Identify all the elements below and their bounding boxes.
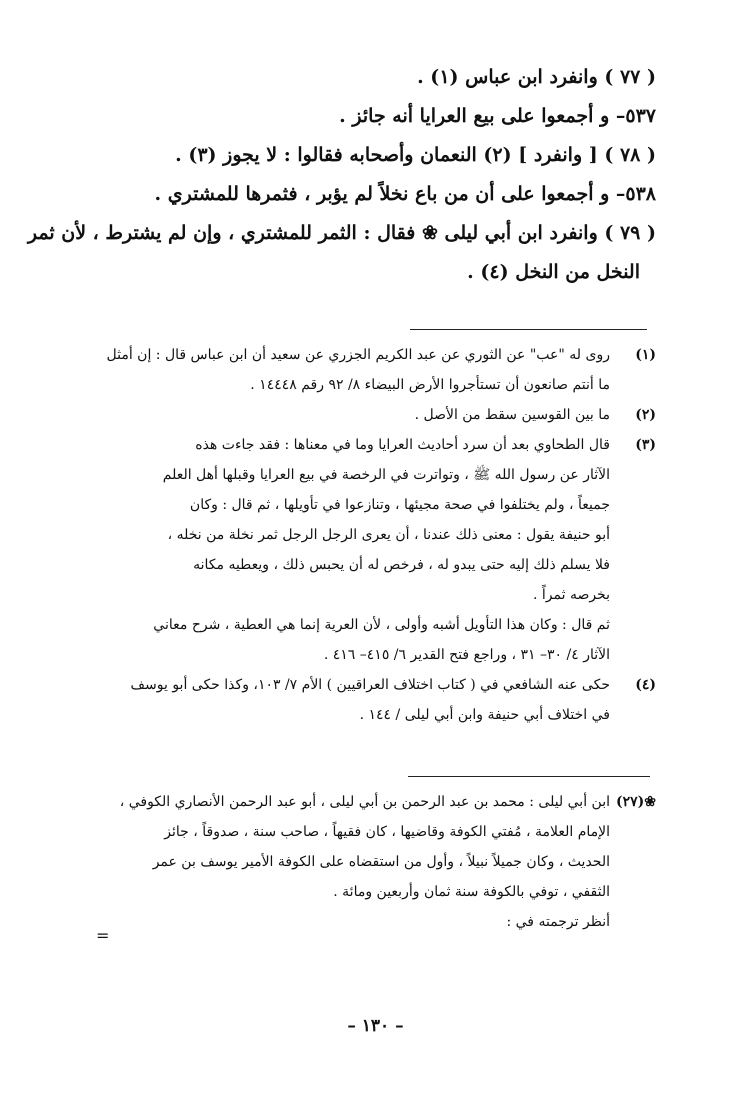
biography-item [105, 787, 656, 937]
footnote-item [105, 340, 656, 400]
main-line: ٥٣٧– و أجمعوا على بيع العرايا أنه جائز . [339, 105, 656, 127]
biography-line: أنظر ترجمته في : [506, 914, 610, 930]
footnote-number: (١) [635, 347, 656, 363]
footnote-number: (٣) [635, 437, 656, 453]
footnote-line: أبو حنيفة يقول : معنى ذلك عندنا ، أن يعرى الرجل الرجل ثمر نخلة من نخله ، [167, 527, 610, 543]
footnote-line: ما بين القوسين سقط من الأصل . [414, 407, 610, 423]
main-line: ( ٧٧ ) وانفرد ابن عباس (١) . [417, 66, 656, 88]
footnote-line: حكى عنه الشافعي في ( كتاب اختلاف العراقيين ) الأم ٧/ ١٠٣، وكذا حكى أبو يوسف [130, 677, 610, 693]
footnote-item [105, 400, 656, 430]
footnote-text [105, 400, 610, 430]
biography-divider [408, 776, 650, 777]
biography-line: الثقفي ، توفي بالكوفة سنة ثمان وأربعين ومائة . [333, 884, 610, 900]
footnote-line: ثم قال : وكان هذا التأويل أشبه وأولى ، لأن العرية إنما هي العطية ، شرح معاني [153, 617, 610, 633]
footnote-item [105, 430, 656, 670]
footnote-line: الآثار ٤/ ٣٠– ٣١ ، وراجع فتح القدير ٦/ ٤١٥– ٤١٦ . [323, 647, 610, 663]
main-line: ( ٧٨ ) [ وانفرد ] (٢) النعمان وأصحابه فقالوا : لا يجوز (٣) . [175, 144, 656, 166]
biography-note [105, 787, 656, 937]
biography-line: ابن أبي ليلى : محمد بن عبد الرحمن بن أبي ليلى ، أبو عبد الرحمن الأنصاري الكوفي ، [119, 794, 610, 810]
footnote-number: (٤) [635, 677, 656, 693]
biography-line: الإمام العلامة ، مُفتي الكوفة وقاضيها ، كان فقيهاً ، صاحب سنة ، صدوقاً ، جائز [164, 824, 610, 840]
continuation-mark: = [96, 926, 110, 945]
footnote-item [105, 670, 656, 730]
footnote-line: الآثار عن رسول الله ﷺ ، وتواترت في الرخصة في بيع العرايا وقبلها أهل العلم [162, 467, 610, 483]
footnote-line: قال الطحاوي بعد أن سرد أحاديث العرايا وما في معناها : فقد جاءت هذه [195, 437, 610, 453]
footnote-text [105, 430, 610, 670]
footnote-line: فلا يسلم ذلك إليه حتى يبدو له ، فرخص له أن يحبس ذلك ، ويعطيه مكانه [193, 557, 610, 573]
footnote-line: جميعاً ، ولم يختلفوا في صحة مجيئها ، وتنازعوا في تأويلها ، ثم قال : وكان [189, 497, 610, 513]
footnote-line: في اختلاف أبي حنيفة وابن أبي ليلى / ١٤٤ . [359, 707, 610, 723]
footnote-number: (٢) [635, 407, 656, 423]
biography-line: الحديث ، وكان جميلاً نبيلاً ، وأول من استقضاه على الكوفة الأمير يوسف بن عمر [152, 854, 610, 870]
main-line: ( ٧٩ ) وانفرد ابن أبي ليلى ❀ فقال : الثمر للمشتري ، وإن لم يشترط ، لأن ثمر [27, 222, 656, 244]
footnotes [105, 340, 656, 730]
footnote-divider [410, 329, 647, 330]
footnote-line: روى له "عب" عن الثوري عن عبد الكريم الجزري عن سعيد أن ابن عباس قال : إن أمثل [106, 347, 610, 363]
main-line: ٥٣٨– و أجمعوا على أن من باع نخلاً لم يؤبر ، فثمرها للمشتري . [154, 183, 656, 205]
biography-text [105, 787, 610, 937]
page-number: – ١٣٠ – [347, 1016, 404, 1036]
footnote-line: بخرصه ثمراً . [532, 587, 610, 603]
footnote-line: ما أنتم صانعون أن تستأجروا الأرض البيضاء ٨/ ٩٢ رقم ١٤٤٤٨ . [250, 377, 610, 393]
main-line: النخل من النخل (٤) . [467, 261, 640, 283]
biography-number: ❀(٢٧) [615, 794, 656, 810]
main-text [27, 58, 656, 292]
footnote-text [105, 670, 610, 730]
footnote-text [105, 340, 610, 400]
